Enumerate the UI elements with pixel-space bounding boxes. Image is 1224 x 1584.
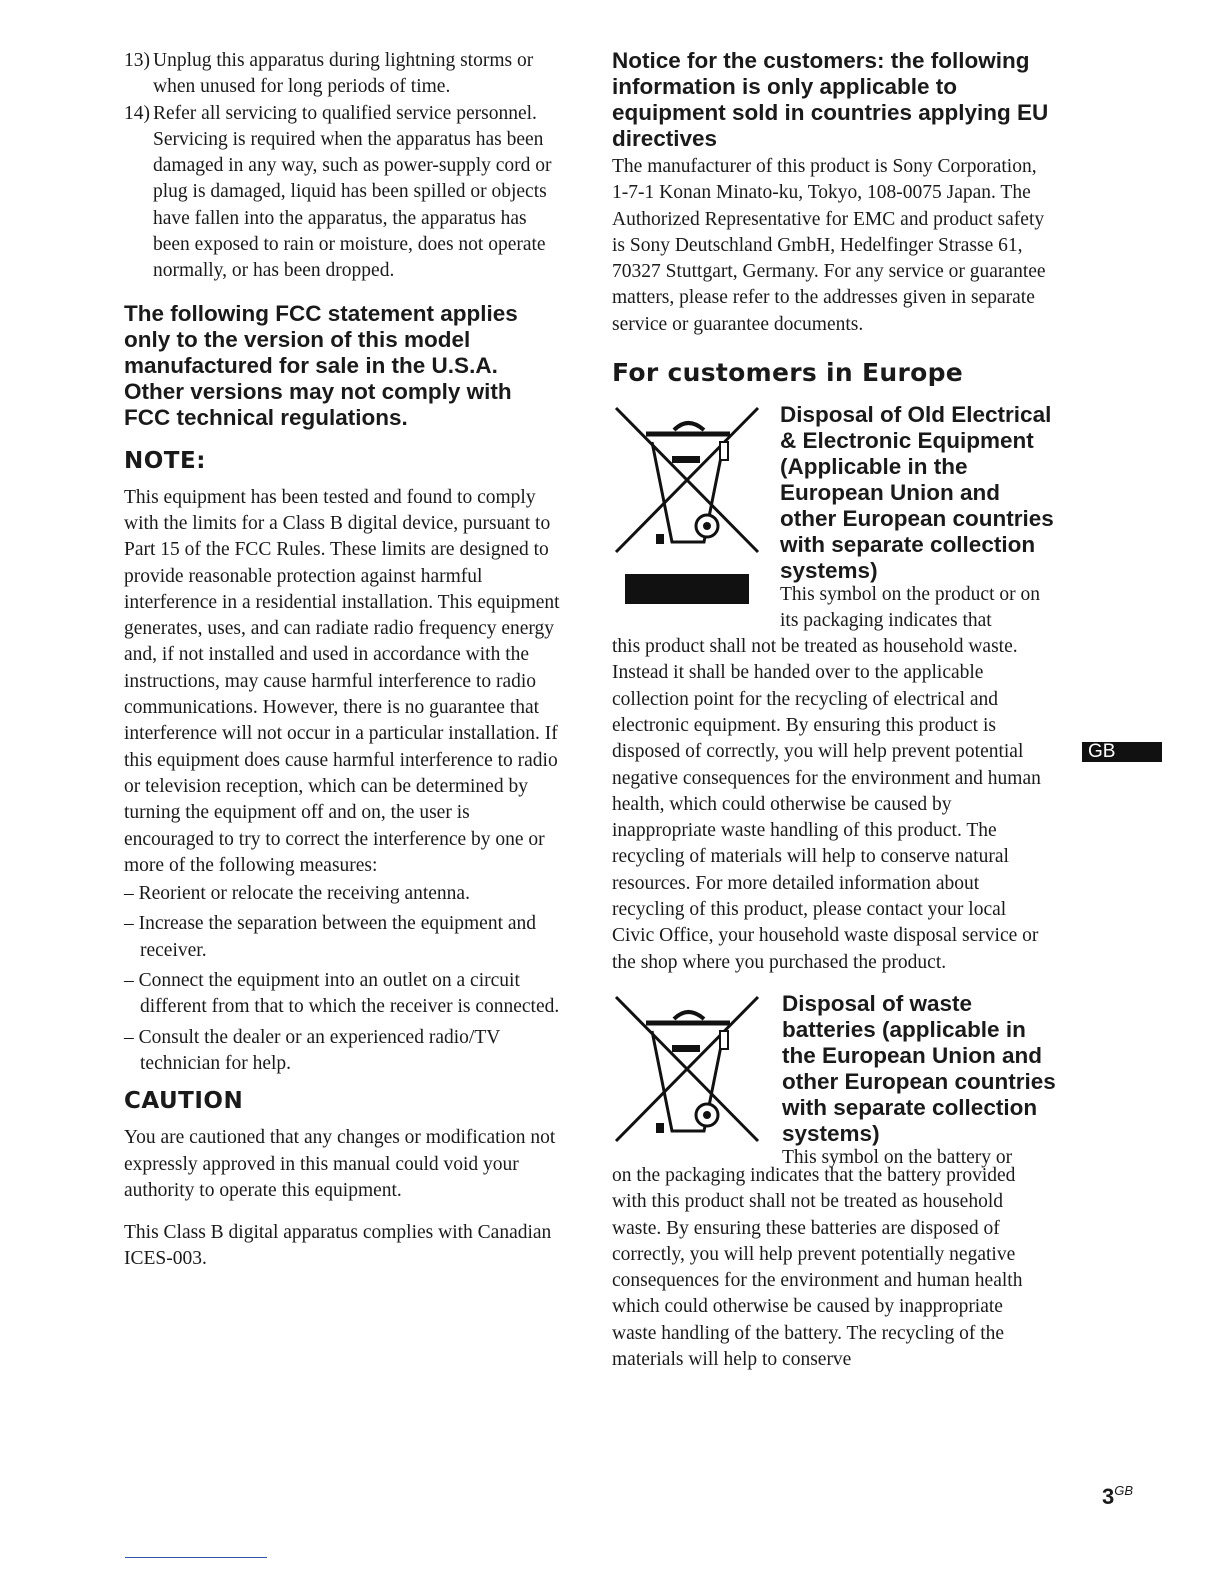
weee-heading: Disposal of Old Electrical & Electronic Equipment (Applicable in the European Union and other European countries with separate collection systems) [780, 402, 1054, 584]
notice-heading: Notice for the customers: the following information is only applicable to equipment sold in countries applying EU directives [612, 48, 1049, 151]
caution-text: You are cautioned that any changes or modification not expressly approved in this manual could void your authority to operate this equipment. [124, 1127, 556, 1201]
page-number [1102, 1478, 1133, 1510]
footer-rule [125, 1557, 267, 1558]
list-item: – Reorient or relocate the receiving antenna. [124, 883, 470, 905]
note-text: This equipment has been tested and found to comply with the limits for a Class B digital device, pursuant to Part 15 of the FCC Rules. These limits are designed to provide reasonable protection against harmful interference in a residential installation. This equipment generates, uses, and can radiate radio frequency energy and, if not installed and used in accordance with the instructions, may cause harmful interference to radio communications. However, there is no guarantee that interference will not occur in a particular installation. If this equipment does cause harmful interference to radio or television reception, which can be determined by turning the equipment off and on, the user is encouraged to try to correct the interference by one or more of the following measures: [124, 486, 560, 876]
list-item: – Increase the separation between the equipment and receiver. [124, 913, 537, 961]
item-text: Unplug this apparatus during lightning storms or when unused for long periods of time. [153, 50, 534, 98]
item-number: 13) [124, 50, 150, 71]
page-number-value: 3 [1102, 1484, 1115, 1509]
item-text: Refer all servicing to qualified service personnel. Servicing is required when the apparatus has been damaged in any way, such as power-supply cord or plug is damaged, liquid has been spilled or objects have fallen into the apparatus, the apparatus has been exposed to rain or moisture, does not operate normally, or has been dropped. [153, 102, 552, 282]
battery-section [612, 990, 1056, 1168]
note-heading: NOTE: [124, 447, 206, 474]
list-item [124, 101, 564, 285]
weee-text: this product shall not be treated as household waste. Instead it shall be handed over to the applicable collection point for the recycling of electrical and electronic equipment. By ensuring this product is disposed of correctly, you will help prevent potential negative consequences for the environment and human health, which could otherwise be caused by inappropriate waste handling of this product. The recycling of materials will help to conserve natural resources. For more detailed information about recycling of this product, please contact your local Civic Office, your household waste disposal service or the shop where you purchased the product. [612, 636, 1041, 973]
fcc-heading: The following FCC statement applies only to the version of this model manufactured for sale in the U.S.A. Other versions may not comply with FCC technical regulations. [124, 300, 518, 430]
black-bar [625, 574, 749, 604]
battery-heading: Disposal of waste batteries (applicable in the European Union and other European countries with separate collection systems) [782, 990, 1056, 1146]
caution-heading: CAUTION [124, 1088, 244, 1115]
list-item [124, 48, 564, 101]
measures-list [124, 881, 564, 1077]
page-number-suffix: GB [1114, 1483, 1134, 1498]
numbered-list [124, 48, 564, 285]
notice-text: The manufacturer of this product is Sony Corporation, 1-7-1 Konan Minato-ku, Tokyo, 108-0075 Japan. The Authorized Representative for EMC and product safety is Sony Deutschland GmbH, Hedelfinger Strasse 61, 70327 Stuttgart, Germany. For any service or guarantee matters, please refer to the addresses given in separate service or guarantee documents. [612, 156, 1046, 335]
battery-text-inline: This symbol on the battery or [782, 1146, 1013, 1168]
list-item: – Connect the equipment into an outlet on a circuit different from that to which the receiver is connected. [124, 970, 560, 1018]
weee-text-inline: This symbol on the product or on its packaging indicates that [780, 584, 1040, 632]
weee-section [612, 402, 1052, 634]
europe-heading: For customers in Europe [612, 358, 964, 388]
language-tab: GB [1082, 742, 1162, 762]
list-item: – Consult the dealer or an experienced radio/TV technician for help. [124, 1026, 500, 1074]
left-column [124, 48, 564, 1273]
ices-text: This Class B digital apparatus complies with Canadian ICES-003. [124, 1222, 552, 1270]
item-number: 14) [124, 102, 150, 124]
crossed-out-bin-icon [612, 991, 762, 1151]
right-column [612, 48, 1056, 1373]
battery-text: on the packaging indicates that the battery provided with this product shall not be treated as household waste. By ensuring these batteries are disposed of correctly, you will help prevent potentially negative consequences for the environment and human health which could otherwise be caused by inappropriate waste handling of the battery. The recycling of the materials will help to conserve [612, 1164, 1023, 1371]
crossed-out-bin-icon [612, 402, 762, 562]
